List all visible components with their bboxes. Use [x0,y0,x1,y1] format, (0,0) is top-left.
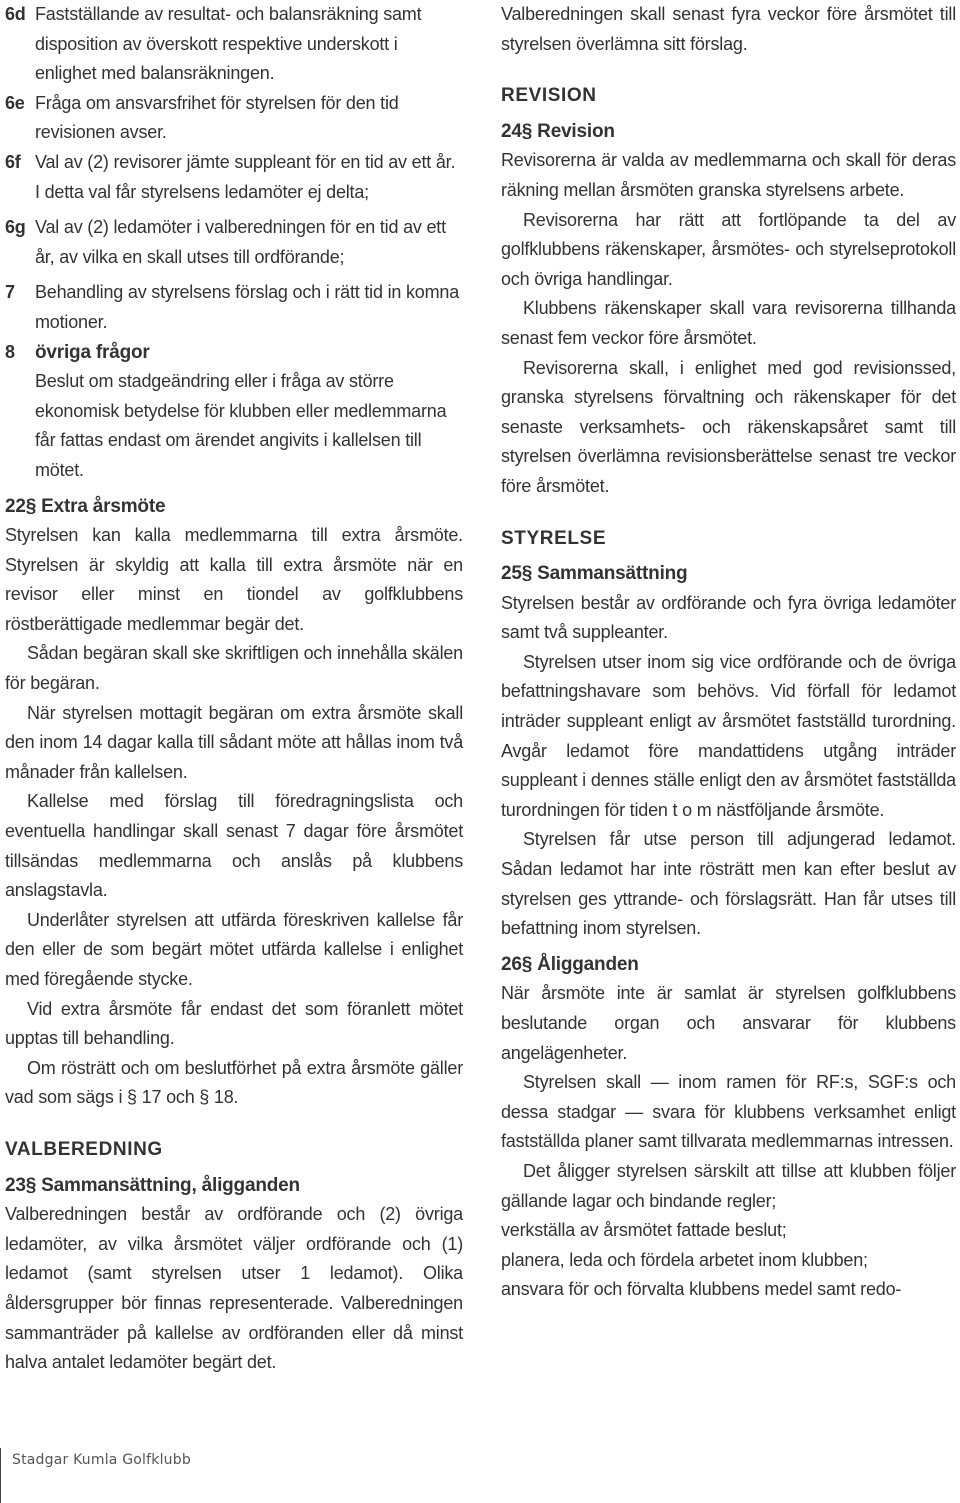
item-number: 7 [5,282,15,303]
right-column [501,0,956,1305]
s22-paragraph: Underlåter styrelsen att utfärda föreskriven kallelse får den eller de som begärt mötet utfärda kallelse i enlighet med föregående stycke. [5,909,463,989]
revision-title: REVISION [501,85,597,107]
s26-paragraph: När årsmöte inte är samlat är styrelsen golfklubbens beslutande organ och ansvarar för klubbens angelägenheter. [501,983,956,1063]
item-text: Fråga om ansvarsfrihet för styrelsen för den tid revisionen avser. [35,92,399,143]
s26-list-item: planera, leda och fördela arbetet inom klubben; [501,1249,868,1270]
item-text: Fastställande av resultat- och balansräkning samt disposition av överskott respektive underskott i enlighet med balansräkningen. [35,4,422,84]
s22-paragraph: Sådan begäran skall ske skriftligen och innehålla skälen för begäran. [5,643,463,694]
s26-paragraph: Det åligger styrelsen särskilt att tillse att klubben följer gällande lagar och bindande regler; [501,1160,956,1211]
s24-paragraph: Revisorerna är valda av medlemmarna och skall för deras räkning mellan årsmöten granska styrelsens arbete. [501,150,956,200]
s26-list-item: verkställa av årsmötet fattade beslut; [501,1220,787,1241]
agenda-item-6d [5,0,463,89]
agenda-item-6f [5,148,463,207]
item-number: 8 [5,341,15,362]
section-22-heading: 22§ Extra årsmöte [5,495,166,517]
styrelse-title: STYRELSE [501,527,607,549]
agenda-item-6g [5,213,463,272]
valberedning-title: VALBEREDNING [5,1138,163,1160]
item-text: Behandling av styrelsens förslag och i rätt tid in komna motioner. [35,282,460,332]
s22-paragraph: När styrelsen mottagit begäran om extra årsmöte skall den inom 14 dagar kalla till sådant möte att hållas inom två månader från kallelsen. [5,702,463,782]
footer-title: Stadgar Kumla Golfklubb [12,1452,191,1468]
agenda-item-6e [5,89,463,148]
s26-list-item: ansvara för och förvalta klubbens medel samt redo- [501,1279,902,1300]
section-24-heading: 24§ Revision [501,120,615,142]
s22-paragraph: Om rösträtt och om beslutförhet på extra årsmöte gäller vad som sägs i § 17 och § 18. [5,1057,463,1108]
valberedning-intro: Valberedningen skall senast fyra veckor före årsmötet till styrelsen överlämna sitt förslag. [501,4,956,54]
section-25-heading: 25§ Sammansättning [501,563,688,585]
item-text: Val av (2) revisorer jämte suppleant för en tid av ett år. I detta val får styrelsens ledamöter ej delta; [35,151,456,202]
item-number: 6e [5,92,25,113]
s23-paragraph: Valberedningen består av ordförande och (2) övriga ledamöter, av vilka årsmötet väljer ordförande och (1) ledamot (samt styrelsen utser 1 ledamot). Olika åldersgrupper bör finnas representerade. Valberedningen sammanträder på kallelse av ordföranden eller då minst halva antalet ledamöter begärt det. [5,1204,463,1373]
section-23-heading: 23§ Sammansättning, åligganden [5,1174,300,1196]
agenda-item-7 [5,278,463,337]
item-number: 6f [5,151,21,172]
item-8-text: Beslut om stadgeändring eller i fråga av större ekonomisk betydelse för klubben eller medlemmarna får fattas endast om ärendet angivits i kallelsen till mötet. [35,371,447,480]
item-number: 6g [5,217,26,238]
s22-paragraph: Styrelsen kan kalla medlemmarna till extra årsmöte. Styrelsen är skyldig att kalla till extra årsmöte när en revisor eller minst en tiondel av golfklubbens röstberättigade medlemmar begär det. [5,525,463,634]
agenda-item-8 [5,338,463,368]
left-column [5,0,463,1378]
section-26-heading: 26§ Åligganden [501,953,639,975]
s22-paragraph: Vid extra årsmöte får endast det som föranlett mötet upptas till behandling. [5,998,463,1049]
s25-paragraph: Styrelsen får utse person till adjungerad ledamot. Sådan ledamot har inte rösträtt men kan efter beslut av styrelsen ges yttrande- och förslagsrätt. Han får utses till befattning inom styrelsen. [501,829,956,939]
s25-paragraph: Styrelsen utser inom sig vice ordförande och de övriga befattningshavare som behövs. Vid förfall för ledamot inträder suppleant enligt av årsmötet fastställd turordning. Avgår ledamot före mandattidens utgång inträder suppleant i dennes ställe enligt den av årsmötet fastställda turordningen för tiden t o m nästföljande årsmöte. [501,651,956,820]
s24-paragraph: Revisorerna har rätt att fortlöpande ta del av golfklubbens räkenskaper, årsmötes- och styrelseprotokoll och övriga handlingar. [501,209,956,289]
item-number: 6d [5,4,26,24]
s26-paragraph: Styrelsen skall — inom ramen för RF:s, SGF:s och dessa stadgar — svara för klubbens verksamhet enligt fastställda planer samt tillvarata medlemmarnas intressen. [501,1072,956,1152]
item-text: Val av (2) ledamöter i valberedningen för en tid av ett år, av vilka en skall utses till ordförande; [35,217,446,267]
s24-paragraph: Revisorerna skall, i enlighet med god revisionssed, granska styrelsens förvaltning och räkenskaper för det senaste verksamhets- och räkenskapsåret samt till styrelsen överlämna revisionsberättelse senast tre veckor före årsmötet. [501,357,956,496]
footer-divider [0,1448,1,1503]
s24-paragraph: Klubbens räkenskaper skall vara revisorerna tillhanda senast fem veckor före årsmötet. [501,298,956,348]
s25-paragraph: Styrelsen består av ordförande och fyra övriga ledamöter samt två suppleanter. [501,592,956,643]
item-heading: övriga frågor [35,341,150,363]
s22-paragraph: Kallelse med förslag till föredragningslista och eventuella handlingar skall senast 7 dagar före årsmötet tillsändas medlemmarna och anslås på klubbens anslagstavla. [5,791,463,901]
